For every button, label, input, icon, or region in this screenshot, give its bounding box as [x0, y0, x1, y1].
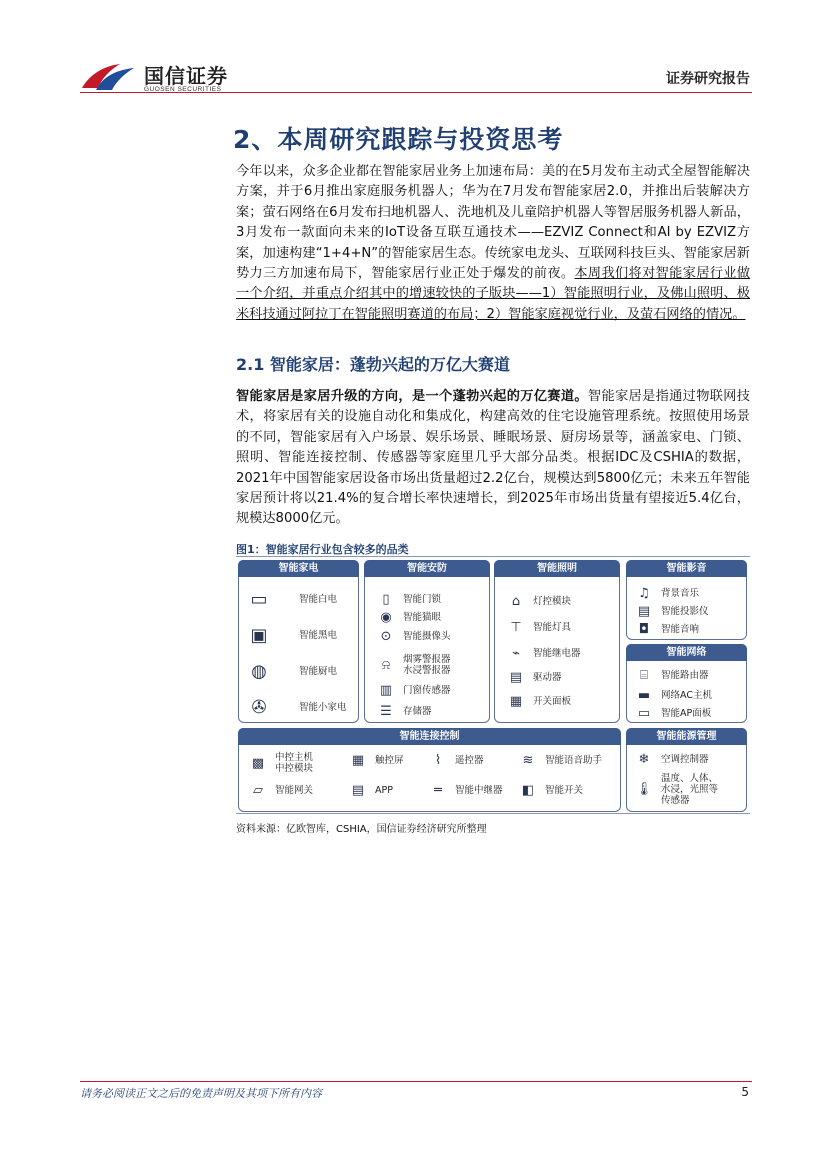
logo-text-en: GUOSEN SECURITIES — [144, 86, 222, 93]
audio-category-item — [635, 621, 699, 637]
network-category-box — [626, 644, 747, 723]
music-icon: ♫ — [638, 585, 650, 601]
lighting-item-label: 灯控模块 — [533, 595, 572, 607]
lighting-item-label: 智能灯具 — [533, 621, 572, 633]
security-category-item — [377, 703, 432, 719]
lighting-item-label: 智能继电器 — [533, 647, 581, 659]
smart-home-lead: 智能家居是家居升级的方向，是一个蓬勃兴起的万亿赛道。 — [236, 389, 588, 404]
control-category-title: 智能连接控制 — [238, 728, 621, 745]
camera-icon: ⊙ — [380, 628, 392, 644]
network-category-item — [635, 667, 709, 683]
repeater-icon: ═ — [434, 782, 442, 798]
category-figure — [236, 556, 750, 814]
audio-item-label: 智能音响 — [661, 623, 700, 635]
audio-category-title: 智能影音 — [626, 560, 747, 577]
smart-home-paragraph — [236, 387, 750, 530]
energy-item-label: 温度、人体、 水浸，光照等 传感器 — [661, 773, 719, 806]
network-category-item — [635, 687, 712, 703]
control-item-label: 智能中继器 — [455, 784, 503, 796]
ac-icon: ▭ — [250, 588, 268, 610]
header-divider — [80, 92, 752, 93]
storage-icon: ☰ — [380, 703, 392, 719]
energy-category-box — [626, 728, 747, 812]
door-lock-icon: ▯ — [382, 591, 390, 607]
switch-icon: ◧ — [521, 782, 535, 798]
lighting-category-box — [494, 560, 620, 723]
appliance-item-label: 智能白电 — [299, 593, 338, 605]
control-category-item — [519, 782, 583, 798]
report-type-label: 证券研究报告 — [666, 71, 750, 87]
control-category-item — [519, 752, 602, 768]
audio-item-label: 智能投影仪 — [661, 605, 709, 617]
lamp-icon: ⊤ — [510, 619, 522, 635]
security-item-label: 智能猫眼 — [403, 611, 442, 623]
appliance-category-item — [247, 624, 338, 646]
smart-home-text: 智能家居是指通过物联网技术，将家居有关的设施自动化和集成化，构建高效的住宅设施管理系统。按照使用场景的不同，智能家居有入户场景、娱乐场景、睡眠场景、厨房场景等，涵盖家电、门锁、照明、智能连接控制、传感器等家庭里几乎大部分品类。根据IDC及CSHIA的数据，2021年中国智能家居设备市场出货量超过2.2亿台，规模达到5800亿元；未来五年智能家居预计将以21.4%的复合增长率快速增长，到2025年市场出货量有望接近5.4亿台，规模达8000亿元。 — [236, 389, 750, 527]
appliance-item-label: 智能厨电 — [299, 665, 338, 677]
control-item-label: 智能网关 — [275, 784, 314, 796]
figure-source: 资料来源：亿欧智库，CSHIA，国信证券经济研究所整理 — [236, 824, 487, 835]
central-host-icon: ▩ — [251, 755, 265, 771]
fan-icon: ✇ — [251, 696, 267, 718]
alarm-icon: ⍾ — [381, 657, 391, 673]
audio-category-item — [635, 603, 709, 619]
lighting-item-label: 驱动器 — [533, 671, 562, 683]
network-item-label: 网络AC主机 — [661, 689, 712, 701]
control-item-label: 遥控器 — [455, 754, 484, 766]
appliance-category-box — [238, 560, 359, 723]
lighting-category-title: 智能照明 — [494, 560, 620, 577]
control-item-label: 触控屏 — [375, 754, 404, 766]
switch-panel-icon: ▦ — [509, 693, 523, 709]
projector-icon: ▤ — [637, 603, 651, 619]
window-sensor-icon: ▥ — [379, 682, 393, 698]
router-icon: ⌸ — [640, 667, 648, 683]
lighting-category-item — [507, 669, 562, 685]
security-category-item — [377, 628, 451, 644]
control-category-box — [238, 728, 621, 812]
security-category-box — [364, 560, 490, 723]
gateway-icon: ▱ — [253, 782, 263, 798]
control-item-label: APP — [375, 784, 393, 796]
subsection-title: 2.1 智能家居：蓬勃兴起的万亿大赛道 — [236, 355, 510, 374]
intro-paragraph — [236, 162, 750, 325]
section-title: 2、本周研究跟踪与投资思考 — [233, 125, 564, 154]
lighting-category-item — [507, 619, 571, 635]
intro-text: 今年以来，众多企业都在智能家居业务上加速布局：美的在5月发布主动式全屋智能解决方案，并于6月推出家庭服务机器人；华为在7月发布智能家居2.0，并推出后装解决方案；萤石网络在6月发布扫地机器人、洗地机及儿童陪护机器人等智居服务机器人新品，3月发布一款面向未来的IoT设备互联互通技术——EZVIZ Connect和AI by EZVIZ方案，加速构建“1+4+N”的智能家居生态。传统家电龙头、互联网科技巨头、智能家居新势力三方加速布局下，智能家居行业正处于爆发的前夜。 — [236, 164, 750, 282]
security-item-label: 烟雾警报器 水浸警报器 — [403, 654, 451, 676]
control-item-label: 中控主机 中控模块 — [275, 752, 314, 774]
energy-category-item — [635, 751, 709, 767]
lighting-category-item — [507, 645, 581, 661]
network-item-label: 智能AP面板 — [661, 707, 712, 719]
security-item-label: 智能摄像头 — [403, 630, 451, 642]
audio-category-item — [635, 585, 699, 601]
rice-cooker-icon: ◍ — [251, 660, 267, 682]
control-item-label: 智能语音助手 — [545, 754, 603, 766]
appliance-category-item — [247, 696, 347, 718]
lighting-category-item — [507, 693, 571, 709]
appliance-category-item — [247, 660, 338, 682]
control-category-item — [349, 782, 393, 798]
logo-mark-icon — [80, 60, 136, 92]
network-category-item — [635, 705, 711, 721]
energy-category-title: 智能能源管理 — [626, 728, 747, 745]
energy-item-label: 空调控制器 — [661, 753, 709, 765]
security-category-item — [377, 654, 451, 676]
security-category-item — [377, 682, 451, 698]
sensor-icon: 🌡 — [635, 782, 653, 797]
tv-icon: ▣ — [250, 624, 268, 646]
energy-category-item — [635, 773, 718, 806]
speaker-icon: ◘ — [638, 621, 650, 637]
appliance-category-item — [247, 588, 338, 610]
figure-title: 图1：智能家居行业包含较多的品类 — [236, 543, 409, 556]
relay-icon: ⌁ — [512, 645, 520, 661]
security-category-item — [377, 591, 441, 607]
logo-text-cn: 国信证券 — [144, 64, 228, 88]
footer-divider — [80, 1081, 752, 1082]
network-item-label: 智能路由器 — [661, 669, 709, 681]
lighting-category-item — [507, 593, 571, 609]
security-item-label: 门窗传感器 — [403, 684, 451, 696]
appliance-category-title: 智能家电 — [238, 560, 359, 577]
appliance-item-label: 智能小家电 — [299, 701, 347, 713]
ap-panel-icon: ▭ — [637, 705, 651, 721]
control-category-item — [249, 752, 313, 774]
thermostat-icon: ❄ — [638, 751, 650, 767]
page-number: 5 — [741, 1085, 749, 1099]
security-category-title: 智能安防 — [364, 560, 490, 577]
intro-underlined-text: 本周我们将对智能家居行业做一个介绍，并重点介绍其中的增速较快的子版块——1）智能照明行业，及佛山照明、极米科技通过阿拉丁在智能照明赛道的布局；2）智能家庭视觉行业，及萤石网络的情况。 — [236, 266, 751, 322]
touchscreen-icon: ▦ — [351, 752, 365, 768]
security-item-label: 存储器 — [403, 705, 432, 717]
control-category-item — [249, 782, 313, 798]
ac-host-icon: ▬ — [637, 687, 651, 703]
remote-icon: ⌇ — [434, 752, 442, 768]
network-category-title: 智能网络 — [626, 644, 747, 661]
voice-assistant-icon: ≋ — [522, 752, 534, 768]
peephole-icon: ◉ — [380, 609, 392, 625]
control-category-item — [429, 752, 484, 768]
control-category-item — [349, 752, 404, 768]
security-item-label: 智能门锁 — [403, 593, 442, 605]
control-category-item — [429, 782, 503, 798]
app-icon: ▤ — [351, 782, 365, 798]
appliance-item-label: 智能黑电 — [299, 629, 338, 641]
lighting-item-label: 开关面板 — [533, 695, 572, 707]
lamp-module-icon: ⌂ — [511, 593, 521, 609]
footer-disclaimer: 请务必阅读正文之后的免责声明及其项下所有内容 — [80, 1087, 322, 1100]
audio-category-box — [626, 560, 747, 640]
security-category-item — [377, 609, 441, 625]
driver-icon: ▤ — [509, 669, 523, 685]
audio-item-label: 背景音乐 — [661, 587, 700, 599]
control-item-label: 智能开关 — [545, 784, 584, 796]
